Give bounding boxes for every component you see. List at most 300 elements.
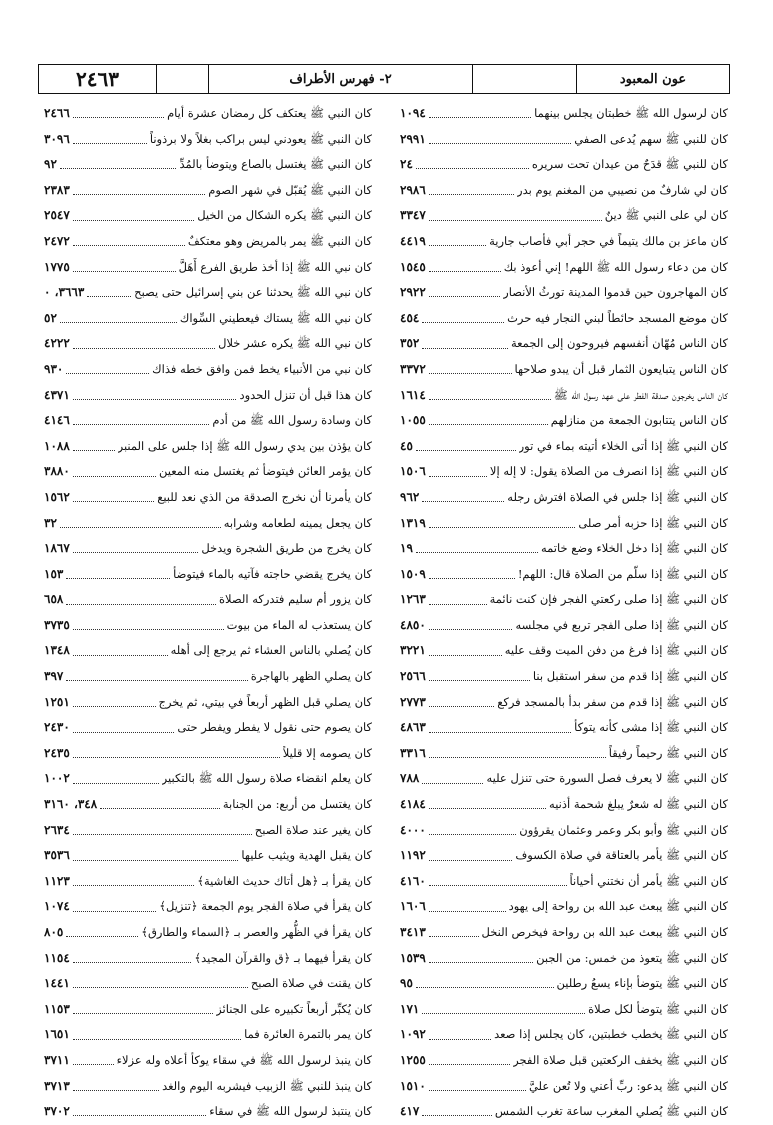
hadith-number: ١٥٦٢: [44, 489, 70, 504]
dot-leader: [422, 501, 504, 502]
hadith-number: ٩٥: [400, 976, 413, 991]
dot-leader: [429, 655, 502, 656]
dot-leader: [73, 1090, 159, 1091]
dot-leader: [422, 1013, 585, 1014]
index-entry: [44, 536, 372, 562]
hadith-number: ٢٤٦٦: [44, 106, 70, 120]
index-entry: [400, 178, 728, 204]
index-entry: [44, 562, 372, 588]
entry-text: كان النبي ﷺ يكره الشكال من الخيل: [197, 208, 372, 223]
index-entry: [400, 229, 728, 255]
hadith-number: ٧٨٨: [400, 771, 420, 786]
dot-leader: [429, 527, 576, 528]
dot-leader: [73, 143, 147, 144]
index-entry: [44, 459, 372, 485]
dot-leader: [73, 399, 237, 400]
dot-leader: [60, 527, 221, 528]
entry-text: كان موضع المسجد حائطاً لبني النجار فيه حرث: [507, 310, 728, 325]
entry-text: كان للنبي ﷺ قدَحٌ من عيدان تحت سريره: [531, 157, 728, 172]
hadith-number: ٤٤١٩: [400, 233, 426, 248]
entry-text: كان يخرج يقضي حاجته فآتيه بالماء فيتوضأ: [173, 566, 372, 581]
entry-text: كان النبي ﷺ يتوضأ لكل صلاة: [588, 1001, 728, 1016]
index-entry: [44, 434, 372, 460]
index-entry: [44, 894, 372, 920]
index-column-right: [400, 101, 728, 1125]
dot-leader: [429, 399, 551, 400]
entry-text: كان ينبذ للنبي ﷺ الزبيب فيشربه اليوم والغد: [162, 1078, 372, 1093]
hadith-number: ٣٥٣٦: [44, 848, 70, 863]
index-entry: [400, 280, 728, 306]
index-entry: [400, 690, 728, 716]
entry-text: كان النبي ﷺ إذا مشى كأنه يتوكأ: [574, 720, 728, 735]
dot-leader: [416, 450, 516, 451]
dot-leader: [429, 424, 548, 425]
dot-leader: [429, 1064, 510, 1065]
entry-text: كان يصلي قبل الظهر أربعاً في بيتي، ثم يخرج: [158, 694, 372, 709]
entry-text: كان يقرأ في الظُّهر والعصر بـ ﴿السماء والطارق﴾: [141, 925, 372, 939]
index-entry: [400, 715, 728, 741]
hadith-number: ١٠٠٢: [44, 771, 70, 786]
index-entry: [400, 536, 728, 562]
dot-leader: [66, 680, 247, 681]
hadith-number: ١٦١٤: [400, 387, 426, 402]
entry-text: كان النبي ﷺ يدعو: ربِّ أعني ولا تُعن عليَّ: [528, 1078, 728, 1093]
entry-text: كان الناس يتتابون الجمعة من منازلهم: [550, 413, 728, 428]
dot-leader: [73, 271, 176, 272]
entry-text: كان يخرج من طريق الشجرة ويدخل: [201, 541, 372, 556]
entry-text: كان النبي ﷺ إذا قدم من سفر بدأ بالمسجد فركع: [497, 694, 728, 709]
index-entry: [44, 229, 372, 255]
dot-leader: [60, 168, 177, 169]
index-entry: [44, 1099, 372, 1125]
entry-text: كان يقرأ فيهما بـ ﴿ق والقرآن المجيد﴾: [194, 950, 372, 965]
dot-leader: [422, 1115, 492, 1116]
dot-leader: [73, 885, 194, 886]
index-entry: [44, 306, 372, 332]
hadith-number: ٣٣٤٧: [400, 208, 426, 223]
index-entry: [400, 1022, 728, 1048]
hadith-number: ٨٠٥: [44, 925, 64, 939]
index-entry: [400, 101, 728, 127]
index-entry: [44, 255, 372, 281]
dot-leader: [73, 706, 156, 707]
dot-leader: [416, 552, 538, 553]
index-entry: [44, 127, 372, 153]
hadith-number: ١٥٠٩: [400, 566, 426, 581]
index-entry: [400, 587, 728, 613]
dot-leader: [429, 936, 479, 937]
index-entry: [400, 971, 728, 997]
entry-text: كان الناس مُهّان أنفسهم فيروحون إلى الجمعة: [510, 336, 728, 351]
hadith-number: ٣٨٨٠: [44, 464, 70, 479]
dot-leader: [429, 885, 567, 886]
index-entry: [44, 971, 372, 997]
entry-text: كان ينتبذ لرسول الله ﷺ في سقاء: [209, 1104, 372, 1119]
hadith-number: ٢٩٢٢: [400, 285, 426, 300]
hadith-number: ١٠٩٤: [400, 106, 426, 120]
index-entry: [44, 101, 372, 127]
index-entry: [400, 383, 728, 409]
index-entry: [44, 843, 372, 869]
entry-text: كان النبي ﷺ يغتسل بالصاع ويتوضأ بالمُدِّ: [179, 157, 372, 172]
dot-leader: [429, 1039, 491, 1040]
index-entry: [400, 766, 728, 792]
index-entry: [400, 255, 728, 281]
entry-text: كان النبي ﷺ إذا سلّم من الصلاة قال: اللهم!: [517, 566, 728, 581]
index-entry: [44, 715, 372, 741]
hadith-number: ٢٦٣٤: [44, 822, 70, 837]
entry-text: كان النبي ﷺ رحيماً رفيقاً: [608, 745, 728, 760]
dot-leader: [73, 732, 175, 733]
index-entry: [44, 1074, 372, 1100]
entry-text: كان النبي ﷺ يأمر بالعتاقة في صلاة الكسوف: [515, 848, 728, 863]
index-entry: [400, 434, 728, 460]
dot-leader: [429, 296, 500, 297]
hadith-number: ٤٨٥٠: [400, 617, 426, 632]
index-entry: [400, 869, 728, 895]
entry-text: كان النبي ﷺ إذا حزبه أمر صلى: [578, 515, 728, 530]
entry-text: كان لي شارفٌ من نصيبي من المغنم يوم بدر: [517, 182, 728, 197]
dot-leader: [60, 322, 177, 323]
index-entry: [44, 511, 372, 537]
dot-leader: [73, 501, 154, 502]
dot-leader: [66, 604, 216, 605]
entry-text: كان للنبي ﷺ سهم يُدعى الصفي: [574, 131, 728, 146]
hadith-number: ٢٤٣٥: [44, 745, 70, 760]
entry-text: كان النبي ﷺ إذا دخل الخلاء وضع خاتمه: [540, 541, 728, 556]
index-entry: [44, 178, 372, 204]
index-entry: [400, 1074, 728, 1100]
dot-leader: [73, 450, 115, 451]
index-entry: [44, 818, 372, 844]
hadith-number: ١٥٣٩: [400, 950, 426, 965]
index-entry: [400, 741, 728, 767]
hadith-number: ١٨٦٧: [44, 541, 70, 556]
dot-leader: [73, 783, 159, 784]
index-entry: [44, 997, 372, 1023]
index-entry: [44, 408, 372, 434]
hadith-number: ٣٦٦٣، ٠: [44, 285, 85, 300]
dot-leader: [416, 987, 554, 988]
index-entry: [400, 459, 728, 485]
dot-leader: [73, 220, 194, 221]
index-column-left: [44, 101, 372, 1125]
entry-text: كان نبي الله ﷺ يستاك فيعطيني السِّواك: [179, 310, 372, 325]
hadith-number: ٣٢٢١: [400, 643, 426, 658]
dot-leader: [66, 578, 170, 579]
hadith-number: ٢٧٧٣: [400, 694, 426, 709]
dot-leader: [73, 834, 252, 835]
index-columns: [44, 101, 728, 1125]
hadith-number: ٢٥٤٧: [44, 208, 70, 223]
index-entry: [44, 383, 372, 409]
dot-leader: [429, 476, 487, 477]
entry-text: كان يقبل الهدية ويثيب عليها: [241, 848, 372, 863]
hadith-number: ٣٠٩٦: [44, 131, 70, 146]
entry-text: كان يعلم انقضاء صلاة رسول الله ﷺ بالتكبير: [161, 771, 372, 786]
dot-leader: [73, 424, 210, 425]
hadith-number: ٤٣٧١: [44, 387, 70, 402]
hadith-number: ٣٢: [44, 515, 57, 530]
hadith-number: ١٢٥١: [44, 694, 70, 709]
hadith-number: ١٩: [400, 541, 413, 556]
index-entry: [44, 741, 372, 767]
dot-leader: [429, 220, 602, 221]
hadith-number: ٣٧٣٥: [44, 617, 70, 632]
entry-text: كان يجعل يمينه لطعامه وشرابه: [223, 515, 372, 530]
dot-leader: [66, 373, 149, 374]
dot-leader: [73, 860, 239, 861]
index-entry: [400, 485, 728, 511]
hadith-number: ٤١٨٤: [400, 797, 426, 812]
dot-leader: [73, 476, 156, 477]
dot-leader: [73, 1064, 114, 1065]
index-entry: [400, 203, 728, 229]
index-entry: [400, 613, 728, 639]
index-entry: [400, 306, 728, 332]
dot-leader: [429, 373, 512, 374]
entry-text: كان النبي ﷺ يخفف الركعتين قبل صلاة الفجر: [513, 1052, 728, 1067]
dot-leader: [73, 757, 280, 758]
hadith-number: ٦٥٨: [44, 592, 64, 607]
dot-leader: [429, 271, 501, 272]
hadith-number: ١٦٥١: [44, 1027, 70, 1042]
hadith-number: ١٠٧٤: [44, 899, 70, 914]
entry-text: كان يصوم حتى نقول لا يفطر ويفطر حتى: [177, 720, 372, 735]
index-entry: [44, 357, 372, 383]
hadith-number: ٢٥٦٦: [400, 669, 426, 684]
entry-text: كان من دعاء رسول الله ﷺ اللهم! إني أعوذ بك: [503, 259, 728, 274]
dot-leader: [429, 245, 486, 246]
dot-leader: [422, 322, 504, 323]
dot-leader: [73, 629, 224, 630]
dot-leader: [429, 860, 513, 861]
dot-leader: [73, 245, 185, 246]
index-entry: [44, 1022, 372, 1048]
hadith-number: ٤٨٦٣: [400, 720, 426, 735]
index-entry: [400, 511, 728, 537]
entry-text: كان نبي الله ﷺ إذا أخذ طريق الفرع أَهَلَّ: [178, 259, 372, 274]
dot-leader: [429, 604, 487, 605]
dot-leader: [429, 1090, 526, 1091]
index-entry: [400, 408, 728, 434]
entry-text: كان النبي ﷺ يبعث عبد الله بن رواحة فيخرص النخل: [481, 925, 728, 939]
header-spacer-cell: [157, 65, 209, 93]
hadith-number: ٣٥٢: [400, 336, 420, 351]
header-spacer-cell: [473, 65, 577, 93]
dot-leader: [429, 834, 516, 835]
hadith-number: ١١٢٣: [44, 873, 70, 888]
entry-text: كان النبي ﷺ يعودني ليس براكب بغلاً ولا برذوناً: [149, 131, 372, 146]
index-entry: [44, 203, 372, 229]
dot-leader: [73, 348, 215, 349]
dot-leader: [422, 783, 483, 784]
dot-leader: [87, 296, 131, 297]
hadith-number: ٩٦٢: [400, 489, 420, 504]
entry-text: كان النبي ﷺ إذا فرغ من دفن الميت وقف عليه: [504, 643, 728, 658]
entry-text: كان يستعذب له الماء من بيوت: [226, 617, 372, 632]
entry-text: كان يمر بالتمرة العائرة فما: [244, 1027, 372, 1042]
hadith-number: ١٥٠٦: [400, 464, 426, 479]
index-entry: [400, 1048, 728, 1074]
entry-text: كان يصومه إلا قليلاً: [282, 745, 372, 760]
dot-leader: [429, 578, 515, 579]
hadith-number: ١٥٣: [44, 566, 64, 581]
entry-text: كان النبي ﷺ يأمر أن نختني أحياناً: [569, 873, 728, 888]
hadith-number: ٤٢٢٢: [44, 336, 70, 351]
hadith-number: ٤١٧: [400, 1104, 420, 1119]
entry-text: كان النبي ﷺ إذا جلس في الصلاة افترش رجله: [507, 489, 728, 504]
dot-leader: [429, 706, 494, 707]
dot-leader: [73, 1115, 206, 1116]
entry-text: كان يزور أم سليم فتدركه الصلاة: [219, 592, 372, 607]
hadith-number: ١٥١٠: [400, 1078, 426, 1093]
index-entry: [400, 152, 728, 178]
index-entry: [400, 818, 728, 844]
hadith-number: ٢٤: [400, 157, 413, 172]
hadith-number: ٤١٦٠: [400, 873, 426, 888]
dot-leader: [73, 987, 248, 988]
hadith-number: ١١٥٤: [44, 950, 70, 965]
hadith-number: ١٣٤٨: [44, 643, 70, 658]
index-entry: [400, 894, 728, 920]
hadith-number: ٤٥٤: [400, 310, 420, 325]
entry-text: كان النبي ﷺ إذا انصرف من الصلاة يقول: لا إله إلا: [489, 464, 728, 479]
hadith-number: ٢٣٨٣: [44, 182, 70, 197]
entry-text: كان ماعز بن مالك يتيماً في حجر أبي فأصاب جارية: [489, 233, 728, 248]
hadith-number: ٣٩٧: [44, 669, 64, 684]
hadith-number: ١٦٠٦: [400, 899, 426, 914]
hadith-number: ١٣١٩: [400, 515, 426, 530]
index-entry: [400, 357, 728, 383]
dot-leader: [429, 117, 531, 118]
entry-text: كان النبي ﷺ وأبو بكر وعمر وعثمان يقرؤون: [519, 822, 728, 837]
index-entry: [400, 946, 728, 972]
entry-text: كان يُصلي بالناس العشاء ثم يرجع إلى أهله: [170, 643, 372, 658]
hadith-number: ١٧٧٥: [44, 259, 70, 274]
entry-text: كان يؤمر العائن فيتوضأ ثم يغتسل منه المعين: [159, 464, 372, 479]
index-entry: [400, 127, 728, 153]
entry-text: كان المهاجرون حين قدموا المدينة تورثُ الأنصار: [503, 285, 728, 300]
index-entry: [400, 664, 728, 690]
book-title: عون المعبود: [619, 71, 687, 87]
index-entry: [44, 690, 372, 716]
dot-leader: [73, 962, 192, 963]
index-entry: [400, 843, 728, 869]
index-entry: [44, 638, 372, 664]
entry-text: كان النبي ﷺ يخطب خطبتين، كان يجلس إذا صعد: [494, 1027, 728, 1042]
entry-text: كان النبي ﷺ إذا صلى الفجر تربع في مجلسه: [515, 617, 728, 632]
index-entry: [400, 562, 728, 588]
entry-text: كان النبي ﷺ لا يعرف فصل السورة حتى تنزل عليه: [486, 771, 728, 786]
entry-text: كان النبي ﷺ يتوضأ بإناء يسعُ رطلين: [556, 976, 728, 991]
index-entry: [44, 587, 372, 613]
hadith-number: ٩٢: [44, 157, 57, 172]
hadith-number: ١٢٦٣: [400, 592, 426, 607]
entry-text: كان يغير عند صلاة الصبح: [254, 822, 372, 837]
dot-leader: [66, 936, 138, 937]
dot-leader: [73, 1013, 213, 1014]
hadith-number: ٣٧١١: [44, 1052, 70, 1067]
hadith-number: ١٧١: [400, 1001, 420, 1016]
entry-text: كان يأمرنا أن نخرج الصدقة من الذي نعد للبيع: [157, 489, 372, 504]
entry-text: كان يغتسل من أربع: من الجنابة: [222, 797, 372, 812]
index-entry: [44, 280, 372, 306]
entry-text: كان النبي ﷺ إذا قدم من سفر استقبل بنا: [532, 669, 728, 684]
dot-leader: [429, 962, 533, 963]
index-entry: [400, 638, 728, 664]
hadith-number: ٣٧١٣: [44, 1078, 70, 1093]
index-entry: [44, 152, 372, 178]
index-entry: [400, 792, 728, 818]
page-number: ٢٤٦٣: [39, 65, 157, 93]
index-entry: [44, 766, 372, 792]
hadith-number: ٢٩٨٦: [400, 182, 426, 197]
hadith-number: ٥٢: [44, 310, 57, 325]
dot-leader: [73, 655, 168, 656]
dot-leader: [429, 629, 513, 630]
hadith-number: ١٠٥٥: [400, 413, 426, 428]
entry-text: كان النبي ﷺ يمر بالمريض وهو معتكفٌ: [187, 233, 372, 248]
hadith-number: ٣٤٨، ٣١٦٠: [44, 797, 98, 812]
hadith-number: ٣٣١٦: [400, 745, 426, 760]
dot-leader: [429, 757, 606, 758]
hadith-number: ٣٤١٣: [400, 925, 426, 939]
entry-text: كان نبي الله ﷺ يحدثنا عن بني إسرائيل حتى يصبح: [134, 285, 372, 300]
dot-leader: [73, 911, 156, 912]
hadith-number: ٩٣٠: [44, 361, 64, 376]
dot-leader: [422, 348, 508, 349]
entry-text: كان يُكبِّر أربعاً تكبيره على الجنائز: [216, 1001, 372, 1016]
index-entry: [44, 613, 372, 639]
entry-text: كان يقنت في صلاة الصبح: [250, 976, 372, 991]
index-entry: [44, 920, 372, 946]
index-entry: [44, 485, 372, 511]
dot-leader: [429, 194, 514, 195]
entry-text: كان النبي ﷺ يتعوذ من خمس: من الجبن: [536, 950, 728, 965]
entry-text: كان لي على النبي ﷺ دينٌ: [604, 208, 728, 223]
entry-text: كان النبي ﷺ يُصلي المغرب ساعة تغرب الشمس: [494, 1104, 728, 1119]
entry-text: كان النبي ﷺ له شعرٌ يبلغ شحمة أذنيه: [549, 797, 728, 812]
entry-text: كان لرسول الله ﷺ خطبتان يجلس بينهما: [534, 106, 728, 120]
dot-leader: [73, 552, 199, 553]
entry-text: كان الناس يتبايعون الثمار قبل أن يبدو صلاحها: [514, 361, 728, 376]
dot-leader: [429, 732, 571, 733]
index-entry: [400, 920, 728, 946]
hadith-number: ١٤٤١: [44, 976, 70, 991]
dot-leader: [429, 680, 530, 681]
entry-text: كان نبي من الأنبياء يخط فمن وافق خطه فذاك: [152, 361, 372, 376]
section-title: ٢- فهرس الأطراف: [209, 65, 473, 93]
entry-text: كان النبي ﷺ إذا أتى الخلاء أتيته بماء في تور: [518, 438, 728, 453]
entry-text: كان النبي ﷺ يعتكف كل رمضان عشرة أيام: [167, 106, 372, 120]
dot-leader: [429, 143, 571, 144]
hadith-number: ٢٤٧٢: [44, 233, 70, 248]
entry-text: كان يصلي الظهر بالهاجرة: [250, 669, 372, 684]
hadith-number: ٤١٤٦: [44, 413, 70, 428]
entry-text: كان النبي ﷺ يُقبّل في شهر الصوم: [208, 182, 372, 197]
dot-leader: [73, 117, 164, 118]
page-header: [38, 64, 730, 94]
entry-text: كان ينبذ لرسول الله ﷺ في سقاء يوكأ أعلاه وله عزلاء: [116, 1052, 372, 1067]
entry-text: كان يقرأ في صلاة الفجر يوم الجمعة ﴿تنزيل﴾: [159, 899, 372, 914]
index-entry: [44, 946, 372, 972]
dot-leader: [429, 911, 506, 912]
hadith-number: ١٠٩٢: [400, 1027, 426, 1042]
index-entry: [400, 331, 728, 357]
entry-text: كان هذا قبل أن تنزل الحدود: [239, 387, 372, 402]
index-entry: [400, 1099, 728, 1125]
